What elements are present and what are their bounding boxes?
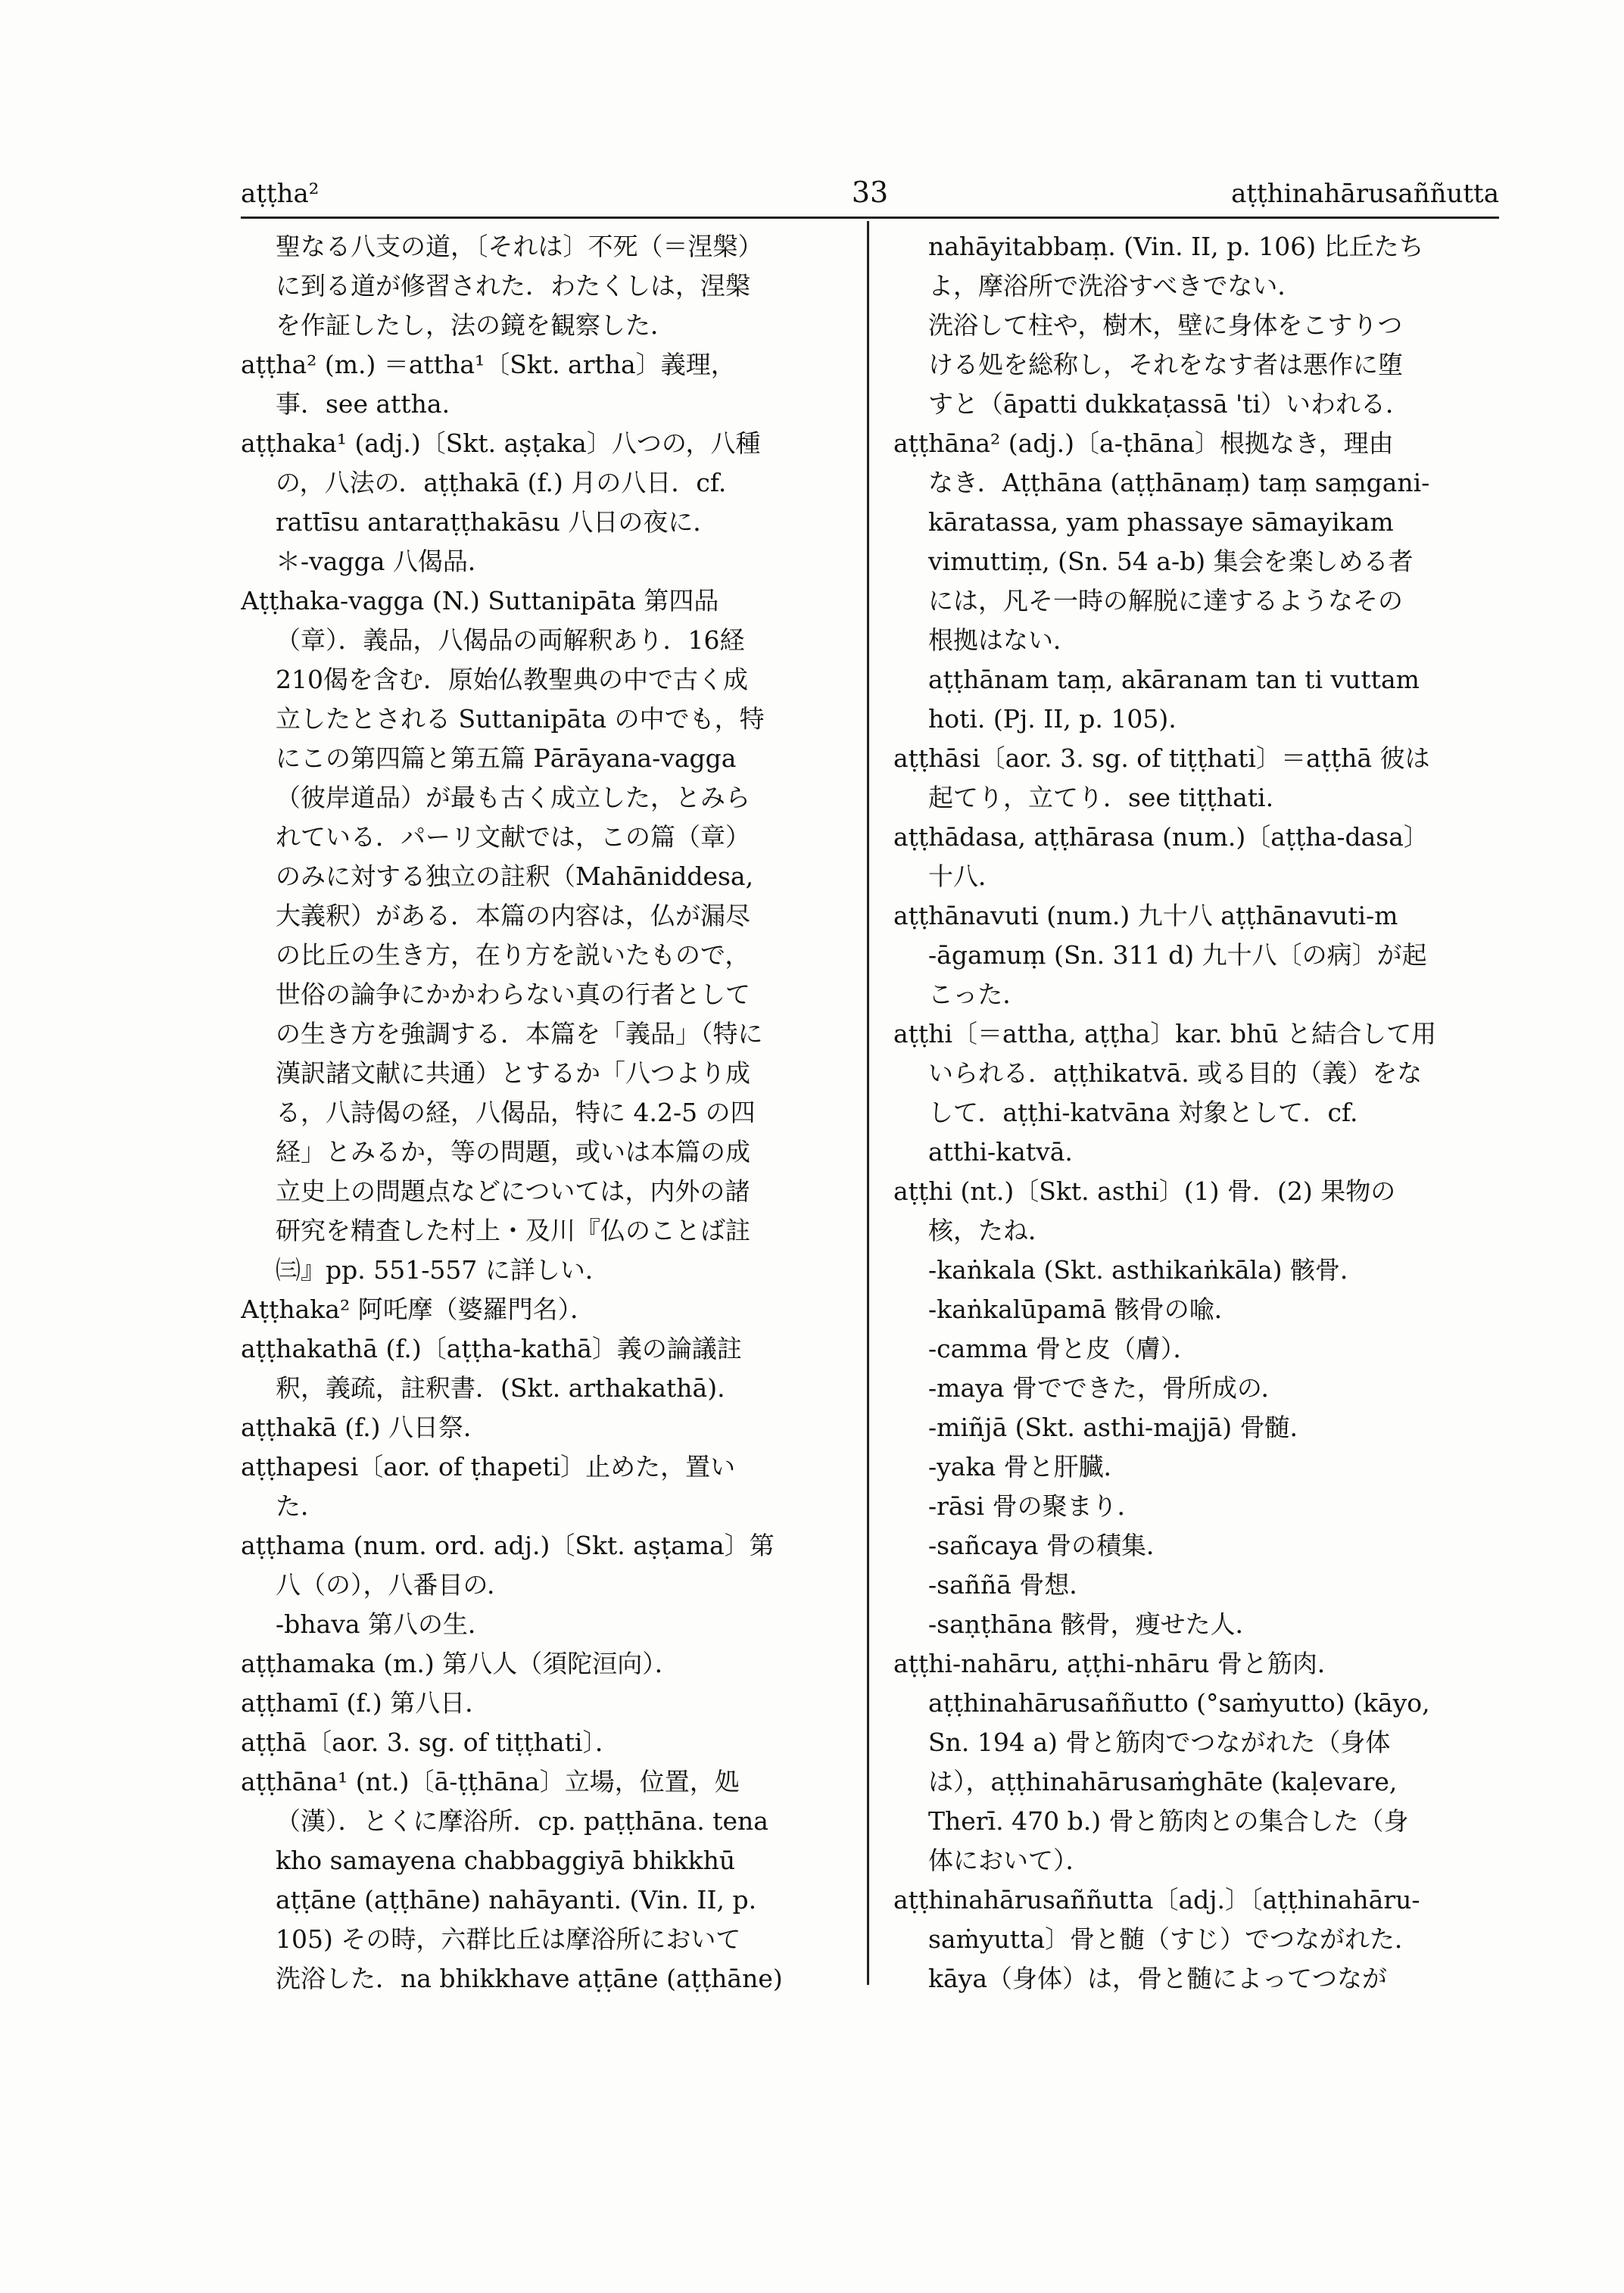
entry-text-line: -bhava 第八の生．: [276, 1609, 494, 1639]
entry-headword-line: aṭṭhādasa, aṭṭhārasa (num.)〔aṭṭha-dasa〕: [893, 822, 1429, 852]
entry-text-line: aṭṭhinahārusaññutto (°saṁyutto) (kāyo,: [928, 1688, 1430, 1718]
entry-text-line: の，八法の．aṭṭhakā (f.) 月の八日．cf.: [276, 468, 727, 497]
entry-text-line: -āgamuṃ (Sn. 311 d) 九十八〔の病〕が起: [928, 940, 1427, 970]
page-header: [241, 176, 1499, 221]
entry-headword-line: aṭṭhamaka (m.) 第八人（須陀洹向）．: [241, 1649, 680, 1678]
entry-text-line: 洗浴した．na bhikkhave aṭṭāne (aṭṭhāne): [276, 1964, 783, 1993]
entry-text-line: 釈，義疏，註釈書．(Skt. arthakathā).: [276, 1373, 725, 1403]
entry-text-line: （章）．義品，八偈品の両解釈あり．16経: [276, 625, 745, 655]
entry-headword-line: aṭṭhāna¹ (nt.)〔ā-ṭṭhāna〕立場，位置，処: [241, 1767, 740, 1796]
entry-text-line: kho samayena chabbaggiyā bhikkhū: [276, 1846, 736, 1875]
entry-text-line: -miñjā (Skt. asthi-majjā) 骨髄．: [928, 1413, 1315, 1442]
entry-text-line: を作証したし，法の鏡を観察した．: [276, 310, 675, 340]
entry-text-line: る，八詩偈の経，八偈品，特に 4.2-5 の四: [276, 1098, 756, 1127]
entry-text-line: して．aṭṭhi-katvāna 対象として．cf.: [928, 1098, 1358, 1127]
entry-headword-line: aṭṭhi〔＝attha, aṭṭha〕kar. bhū と結合して用: [893, 1019, 1437, 1048]
entry-text-line: に到る道が修習された．わたくしは，涅槃: [276, 271, 750, 301]
entry-headword-line: Aṭṭhaka² 阿吒摩（婆羅門名）．: [241, 1294, 596, 1324]
entry-text-line: aṭṭāne (aṭṭhāne) nahāyanti. (Vin. II, p.: [276, 1885, 757, 1914]
entry-text-line: -yaka 骨と肝臓．: [928, 1452, 1129, 1481]
entry-text-line: -maya 骨でできた，骨所成の．: [928, 1373, 1286, 1403]
entry-text-line: の生き方を強調する．本篇を「義品」（特に: [276, 1019, 763, 1048]
entry-text-line: -kaṅkalūpamā 骸骨の喩．: [928, 1294, 1239, 1324]
entry-text-line: atthi-katvā.: [928, 1137, 1073, 1167]
entry-text-line: すと（āpatti dukkaṭassā 'ti）いわれる．: [928, 389, 1410, 419]
entry-text-line: Therī. 470 b.) 骨と筋肉との集合した（身: [928, 1806, 1409, 1836]
entry-headword-line: aṭṭhi (nt.)〔Skt. asthi〕(1) 骨．(2) 果物の: [893, 1176, 1396, 1206]
right-column: [893, 227, 1499, 1999]
entry-text-line: nahāyitabbaṃ. (Vin. II, p. 106) 比丘たち: [928, 232, 1424, 261]
entry-text-line: saṁyutta〕骨と髄（すじ）でつながれた．: [928, 1924, 1420, 1954]
entry-text-line: 立史上の問題点などについては，内外の諸: [276, 1176, 750, 1206]
entry-text-line: 核，たね．: [928, 1216, 1053, 1245]
entry-text-line: は），aṭṭhinahārusaṁghāte (kaḷevare,: [928, 1767, 1398, 1796]
entry-text-line: こった．: [928, 980, 1028, 1009]
entry-text-line: 事．see attha.: [276, 389, 450, 419]
header-right-guide-word: aṭṭhinahārusaññutta: [1231, 179, 1499, 209]
entry-headword-line: aṭṭhāna² (adj.)〔a-ṭhāna〕根拠なき，理由: [893, 428, 1394, 458]
entry-headword-line: aṭṭhi-nahāru, aṭṭhi-nhāru 骨と筋肉．: [893, 1649, 1342, 1678]
entry-text-line: rattīsu antaraṭṭhakāsu 八日の夜に．: [276, 507, 718, 537]
entry-text-line: ＊-vagga 八偈品．: [276, 547, 493, 576]
entry-text-line: （漢）．とくに摩浴所．cp. paṭṭhāna. tena: [276, 1806, 768, 1836]
entry-headword-line: aṭṭha² (m.) ＝attha¹〔Skt. artha〕義理，: [241, 350, 736, 379]
entry-text-line: れている．パーリ文献では，この篇（章）: [276, 822, 750, 852]
entry-text-line: よ，摩浴所で洗浴すべきでない．: [928, 271, 1303, 301]
entry-text-line: 根拠はない．: [928, 625, 1078, 655]
entry-text-line: ㈢』pp. 551-557 に詳しい．: [276, 1255, 610, 1285]
entry-text-line: 210偈を含む．原始仏教聖典の中で古く成: [276, 665, 748, 694]
entry-text-line: にこの第四篇と第五篇 Pārāyana-vagga: [276, 743, 737, 773]
entry-text-line: 世俗の論争にかかわらない真の行者として: [276, 980, 750, 1009]
entry-text-line: 八（の），八番目の．: [276, 1570, 513, 1600]
entry-text-line: の比丘の生き方，在り方を説いたもので，: [276, 940, 750, 970]
entry-text-line: -sañcaya 骨の積集．: [928, 1531, 1171, 1560]
entry-headword-line: aṭṭhamī (f.) 第八日．: [241, 1688, 491, 1718]
entry-text-line: 十八．: [928, 861, 1003, 891]
entry-headword-line: aṭṭhānavuti (num.) 九十八 aṭṭhānavuti-m: [893, 901, 1398, 930]
entry-text-line: 漢訳諸文献に共通）とするか「八つより成: [276, 1058, 750, 1088]
header-left-guide-word: aṭṭha²: [241, 179, 320, 209]
entry-text-line: なき．Aṭṭhāna (aṭṭhānaṃ) taṃ saṃgani-: [928, 468, 1430, 497]
entry-text-line: 経」とみるか，等の問題，或いは本篇の成: [276, 1137, 750, 1167]
entry-headword-line: Aṭṭhaka-vagga (N.) Suttanipāta 第四品: [241, 586, 719, 615]
header-rule: [241, 217, 1499, 219]
entry-text-line: 起てり，立てり．see tiṭṭhati.: [928, 783, 1274, 812]
entry-headword-line: aṭṭhāsi〔aor. 3. sg. of tiṭṭhati〕＝aṭṭhā 彼は: [893, 743, 1430, 773]
entry-text-line: いられる．aṭṭhikatvā. 或る目的（義）をな: [928, 1058, 1423, 1088]
entry-text-line: -saṇṭhāna 骸骨，痩せた人．: [928, 1609, 1261, 1639]
entry-text-line: 聖なる八支の道，〔それは〕不死（＝涅槃）: [276, 232, 763, 261]
entry-text-line: 105) その時，六群比丘は摩浴所において: [276, 1924, 741, 1954]
entry-text-line: -rāsi 骨の聚まり．: [928, 1491, 1142, 1521]
entry-text-line: 研究を精査した村上・及川『仏のことば註: [276, 1216, 750, 1245]
left-column: [241, 227, 846, 1999]
column-divider: [867, 221, 869, 1985]
entry-text-line: -camma 骨と皮（膚）．: [928, 1334, 1199, 1363]
entry-text-line: には，凡そ一時の解脱に達するようなその: [928, 586, 1403, 615]
entry-text-line: 体において）．: [928, 1846, 1091, 1875]
entry-text-line: -saññā 骨想．: [928, 1570, 1095, 1600]
entry-text-line: た．: [276, 1491, 326, 1521]
entry-text-line: ける処を総称し，それをなす者は悪作に堕: [928, 350, 1403, 379]
entry-headword-line: aṭṭhama (num. ord. adj.)〔Skt. aṣṭama〕第: [241, 1531, 775, 1560]
entry-text-line: -kaṅkala (Skt. asthikaṅkāla) 骸骨．: [928, 1255, 1366, 1285]
entry-text-line: 大義釈）がある．本篇の内容は，仏が漏尽: [276, 901, 750, 930]
entry-text-line: Sn. 194 a) 骨と筋肉でつながれた（身体: [928, 1728, 1391, 1757]
page-number: 33: [851, 176, 889, 209]
entry-text-line: 立したとされる Suttanipāta の中でも，特: [276, 704, 765, 734]
entry-text-line: （彼岸道品）が最も古く成立した，とみら: [276, 783, 750, 812]
entry-headword-line: aṭṭhakathā (f.)〔aṭṭha-kathā〕義の論議註: [241, 1334, 742, 1363]
entry-headword-line: aṭṭhapesi〔aor. of ṭhapeti〕止めた，置い: [241, 1452, 736, 1481]
entry-text-line: のみに対する独立の註釈（Mahāniddesa,: [276, 861, 754, 891]
entry-text-line: 洗浴して柱や，樹木，壁に身体をこすりつ: [928, 310, 1403, 340]
entry-headword-line: aṭṭhakā (f.) 八日祭．: [241, 1413, 489, 1442]
entry-text-line: kāya（身体）は，骨と髄によってつなが: [928, 1964, 1387, 1993]
entry-headword-line: aṭṭhaka¹ (adj.)〔Skt. aṣṭaka〕八つの，八種: [241, 428, 761, 458]
entry-headword-line: aṭṭhā〔aor. 3. sg. of tiṭṭhati〕．: [241, 1728, 620, 1757]
entry-text-line: aṭṭhānam taṃ, akāranam tan ti vuttam: [928, 665, 1420, 694]
entry-headword-line: aṭṭhinahārusaññutta〔adj.〕〔aṭṭhinahāru-: [893, 1885, 1420, 1914]
entry-text-line: kāratassa, yam phassaye sāmayikam: [928, 507, 1394, 537]
entry-text-line: vimuttiṃ, (Sn. 54 a-b) 集会を楽しめる者: [928, 547, 1414, 576]
entry-text-line: hoti. (Pj. II, p. 105).: [928, 704, 1177, 734]
